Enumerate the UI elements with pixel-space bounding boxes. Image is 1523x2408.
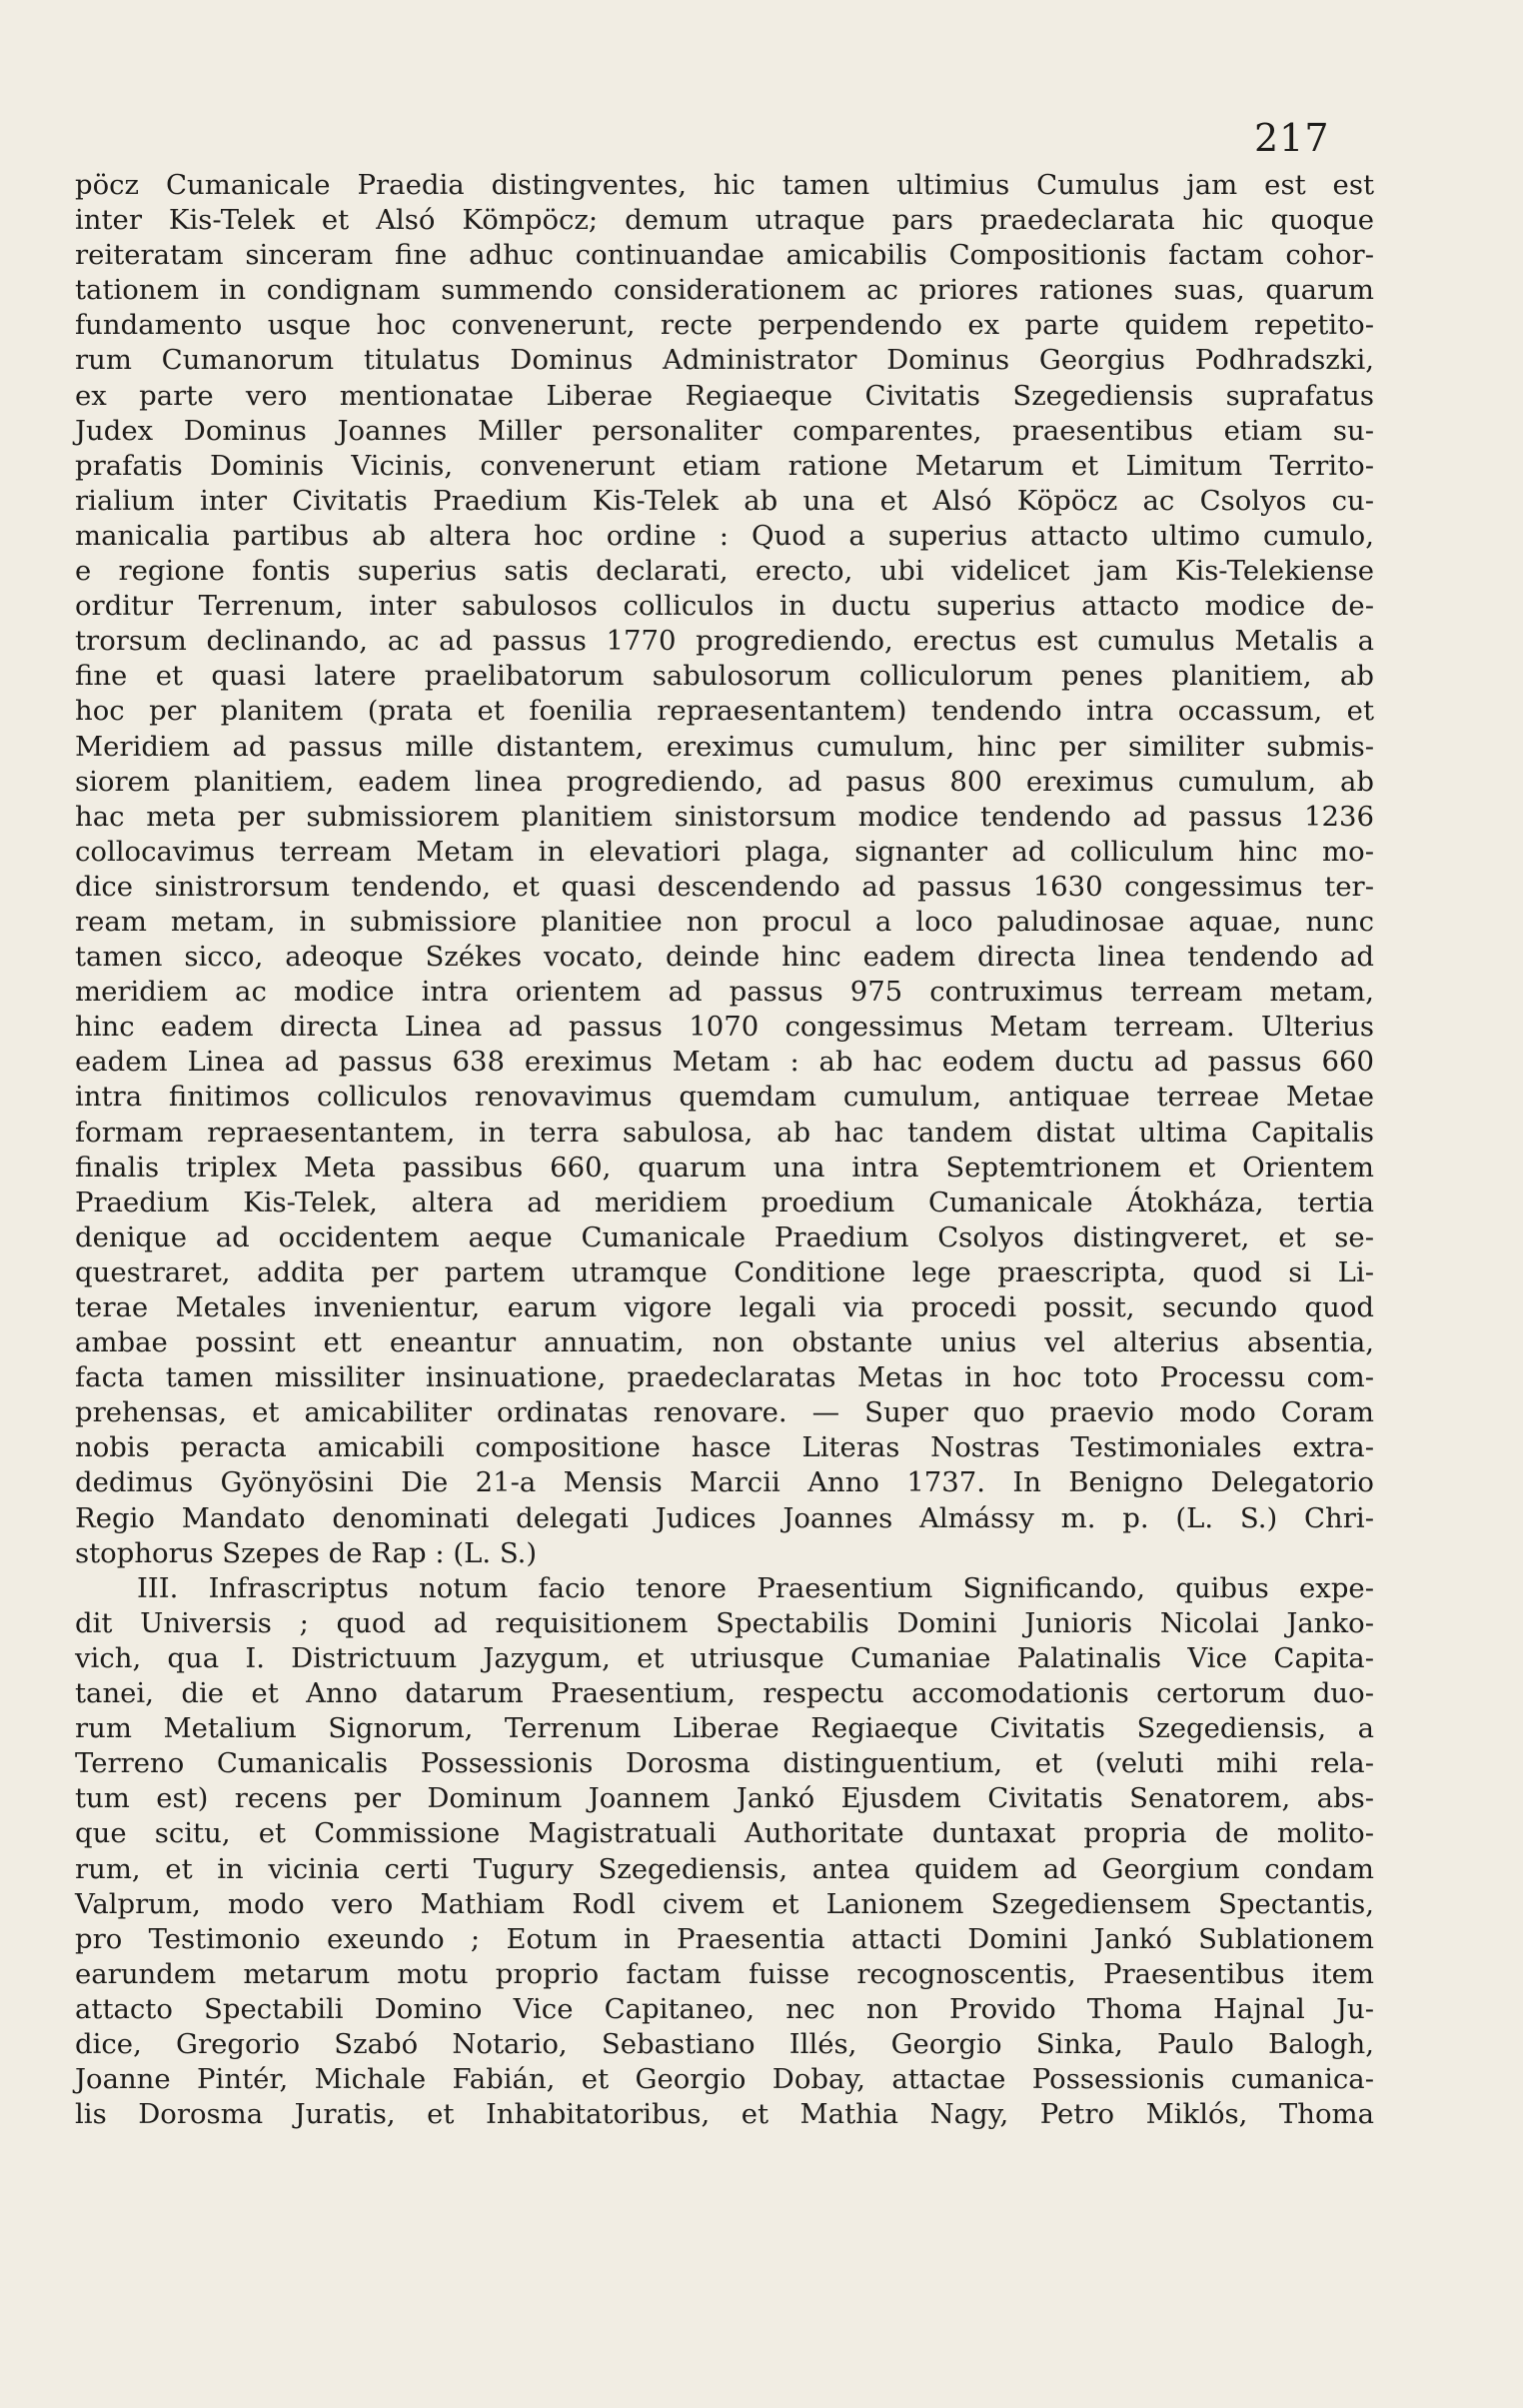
text-line: nobis peracta amicabili compositione hasce Literas Nostras Testimoniales extra- — [75, 1431, 1374, 1464]
text-line: dice sinistrorsum tendendo, et quasi descendendo ad passus 1630 congessimus ter- — [75, 870, 1374, 903]
text-line: meridiem ac modice intra orientem ad passus 975 contruximus terream metam, — [75, 976, 1374, 1009]
text-line: hoc per planitem (prata et foenilia repraesentantem) tendendo intra occassum, et — [75, 695, 1374, 728]
text-line: dice, Gregorio Szabó Notario, Sebastiano Illés, Georgio Sinka, Paulo Balogh, — [75, 2027, 1374, 2060]
text-line: ex parte vero mentionatae Liberae Regiaeque Civitatis Szegediensis suprafatus — [75, 379, 1374, 412]
text-line: Joanne Pintér, Michale Fabián, et Georgio Dobay, attactae Possessionis cumanica- — [75, 2063, 1374, 2096]
text-line: finalis triplex Meta passibus 660, quarum una intra Septemtrionem et Orientem — [75, 1151, 1374, 1184]
text-line: eadem Linea ad passus 638 ereximus Metam : ab hac eodem ductu ad passus 660 — [75, 1046, 1374, 1079]
text-line: lis Dorosma Juratis, et Inhabitatoribus, et Mathia Nagy, Petro Miklós, Thoma — [75, 2098, 1374, 2131]
text-line: dit Universis ; quod ad requisitionem Spectabilis Domini Junioris Nicolai Janko- — [75, 1606, 1374, 1639]
text-line: rum Cumanorum titulatus Dominus Administrator Dominus Georgius Podhradszki, — [75, 344, 1374, 377]
text-line: rialium inter Civitatis Praedium Kis-Telek ab una et Alsó Köpöcz ac Csolyos cu- — [75, 484, 1374, 517]
text-line: Meridiem ad passus mille distantem, ereximus cumulum, hinc per similiter submis- — [75, 730, 1374, 763]
text-line: Praedium Kis-Telek, altera ad meridiem proedium Cumanicale Átokháza, tertia — [75, 1186, 1374, 1218]
text-line: intra finitimos colliculos renovavimus quemdam cumulum, antiquae terreae Metae — [75, 1081, 1374, 1114]
text-line: fundamento usque hoc convenerunt, recte perpendendo ex parte quidem repetito- — [75, 309, 1374, 342]
text-line: III. Infrascriptus notum facio tenore Praesentium Significando, quibus expe- — [137, 1571, 1374, 1604]
text-line: trorsum declinando, ac ad passus 1770 progrediendo, erectus est cumulus Metalis a — [75, 625, 1374, 658]
text-line: terae Metales invenientur, earum vigore legali via procedi possit, secundo quod — [75, 1291, 1374, 1323]
text-line: Valprum, modo vero Mathiam Rodl civem et Lanionem Szegediensem Spectantis, — [75, 1887, 1374, 1920]
text-line: denique ad occidentem aeque Cumanicale Praedium Csolyos distingveret, et se- — [75, 1220, 1374, 1253]
text-line: prehensas, et amicabiliter ordinatas renovare. — Super quo praevio modo Coram — [75, 1396, 1374, 1429]
page-number: 217 — [1254, 116, 1330, 160]
body-text — [75, 168, 1374, 2132]
text-line: reiteratam sinceram fine adhuc continuandae amicabilis Compositionis factam cohor- — [75, 239, 1374, 272]
text-line: ream metam, in submissiore planitiee non procul a loco paludinosae aquae, nunc — [75, 905, 1374, 938]
text-line: Terreno Cumanicalis Possessionis Dorosma distinguentium, et (veluti mihi rela- — [75, 1747, 1374, 1780]
text-line: hinc eadem directa Linea ad passus 1070 congessimus Metam terream. Ulterius — [75, 1011, 1374, 1044]
text-line: attacto Spectabili Domino Vice Capitaneo, nec non Provido Thoma Hajnal Ju- — [75, 1992, 1374, 2025]
text-line: collocavimus terream Metam in elevatiori plaga, signanter ad colliculum hinc mo- — [75, 835, 1374, 868]
text-line: stophorus Szepes de Rap : (L. S.) — [75, 1536, 538, 1569]
text-line: Regio Mandato denominati delegati Judices Joannes Almássy m. p. (L. S.) Chri- — [75, 1501, 1374, 1534]
text-line: tamen sicco, adeoque Székes vocato, deinde hinc eadem directa linea tendendo ad — [75, 941, 1374, 974]
text-line: earundem metarum motu proprio factam fuisse recognoscentis, Praesentibus item — [75, 1957, 1374, 1990]
text-line: manicalia partibus ab altera hoc ordine : Quod a superius attacto ultimo cumulo, — [75, 519, 1374, 552]
text-line: que scitu, et Commissione Magistratuali Authoritate duntaxat propria de molito- — [75, 1817, 1374, 1850]
text-line: orditur Terrenum, inter sabulosos colliculos in ductu superius attacto modice de- — [75, 590, 1374, 623]
text-line: ambae possint ett eneantur annuatim, non obstante unius vel alterius absentia, — [75, 1326, 1374, 1359]
text-line: siorem planitiem, eadem linea progrediendo, ad pasus 800 ereximus cumulum, ab — [75, 765, 1374, 798]
text-line: Judex Dominus Joannes Miller personaliter comparentes, praesentibus etiam su- — [75, 414, 1374, 447]
text-line: vich, qua I. Districtuum Jazygum, et utriusque Cumaniae Palatinalis Vice Capita- — [75, 1641, 1374, 1674]
text-line: tum est) recens per Dominum Joannem Jankó Ejusdem Civitatis Senatorem, abs- — [75, 1782, 1374, 1815]
text-line: inter Kis-Telek et Alsó Kömpöcz; demum utraque pars praedeclarata hic quoque — [75, 204, 1374, 237]
text-line: prafatis Dominis Vicinis, convenerunt etiam ratione Metarum et Limitum Territo- — [75, 449, 1374, 482]
text-line: tationem in condignam summendo considerationem ac priores rationes suas, quarum — [75, 274, 1374, 307]
text-line: facta tamen missiliter insinuatione, praedeclaratas Metas in hoc toto Processu com- — [75, 1361, 1374, 1394]
text-line: questraret, addita per partem utramque Conditione lege praescripta, quod si Li- — [75, 1255, 1374, 1288]
text-line: formam repraesentantem, in terra sabulosa, ab hac tandem distat ultima Capitalis — [75, 1116, 1374, 1149]
text-line: e regione fontis superius satis declarati, erecto, ubi videlicet jam Kis-Telekiense — [75, 555, 1374, 588]
text-line: rum Metalium Signorum, Terrenum Liberae Regiaeque Civitatis Szegediensis, a — [75, 1712, 1374, 1745]
text-line: dedimus Gyönyösini Die 21-a Mensis Marcii Anno 1737. In Benigno Delegatorio — [75, 1466, 1374, 1499]
text-line: fine et quasi latere praelibatorum sabulosorum colliculorum penes planitiem, ab — [75, 660, 1374, 693]
text-line: rum, et in vicinia certi Tugury Szegediensis, antea quidem ad Georgium condam — [75, 1852, 1374, 1885]
text-line: tanei, die et Anno datarum Praesentium, respectu accomodationis certorum duo- — [75, 1677, 1374, 1710]
text-line: pöcz Cumanicale Praedia distingventes, hic tamen ultimius Cumulus jam est est — [75, 169, 1374, 201]
text-line: pro Testimonio exeundo ; Eotum in Praesentia attacti Domini Jankó Sublationem — [75, 1922, 1374, 1955]
text-line: hac meta per submissiorem planitiem sinistorsum modice tendendo ad passus 1236 — [75, 800, 1374, 833]
